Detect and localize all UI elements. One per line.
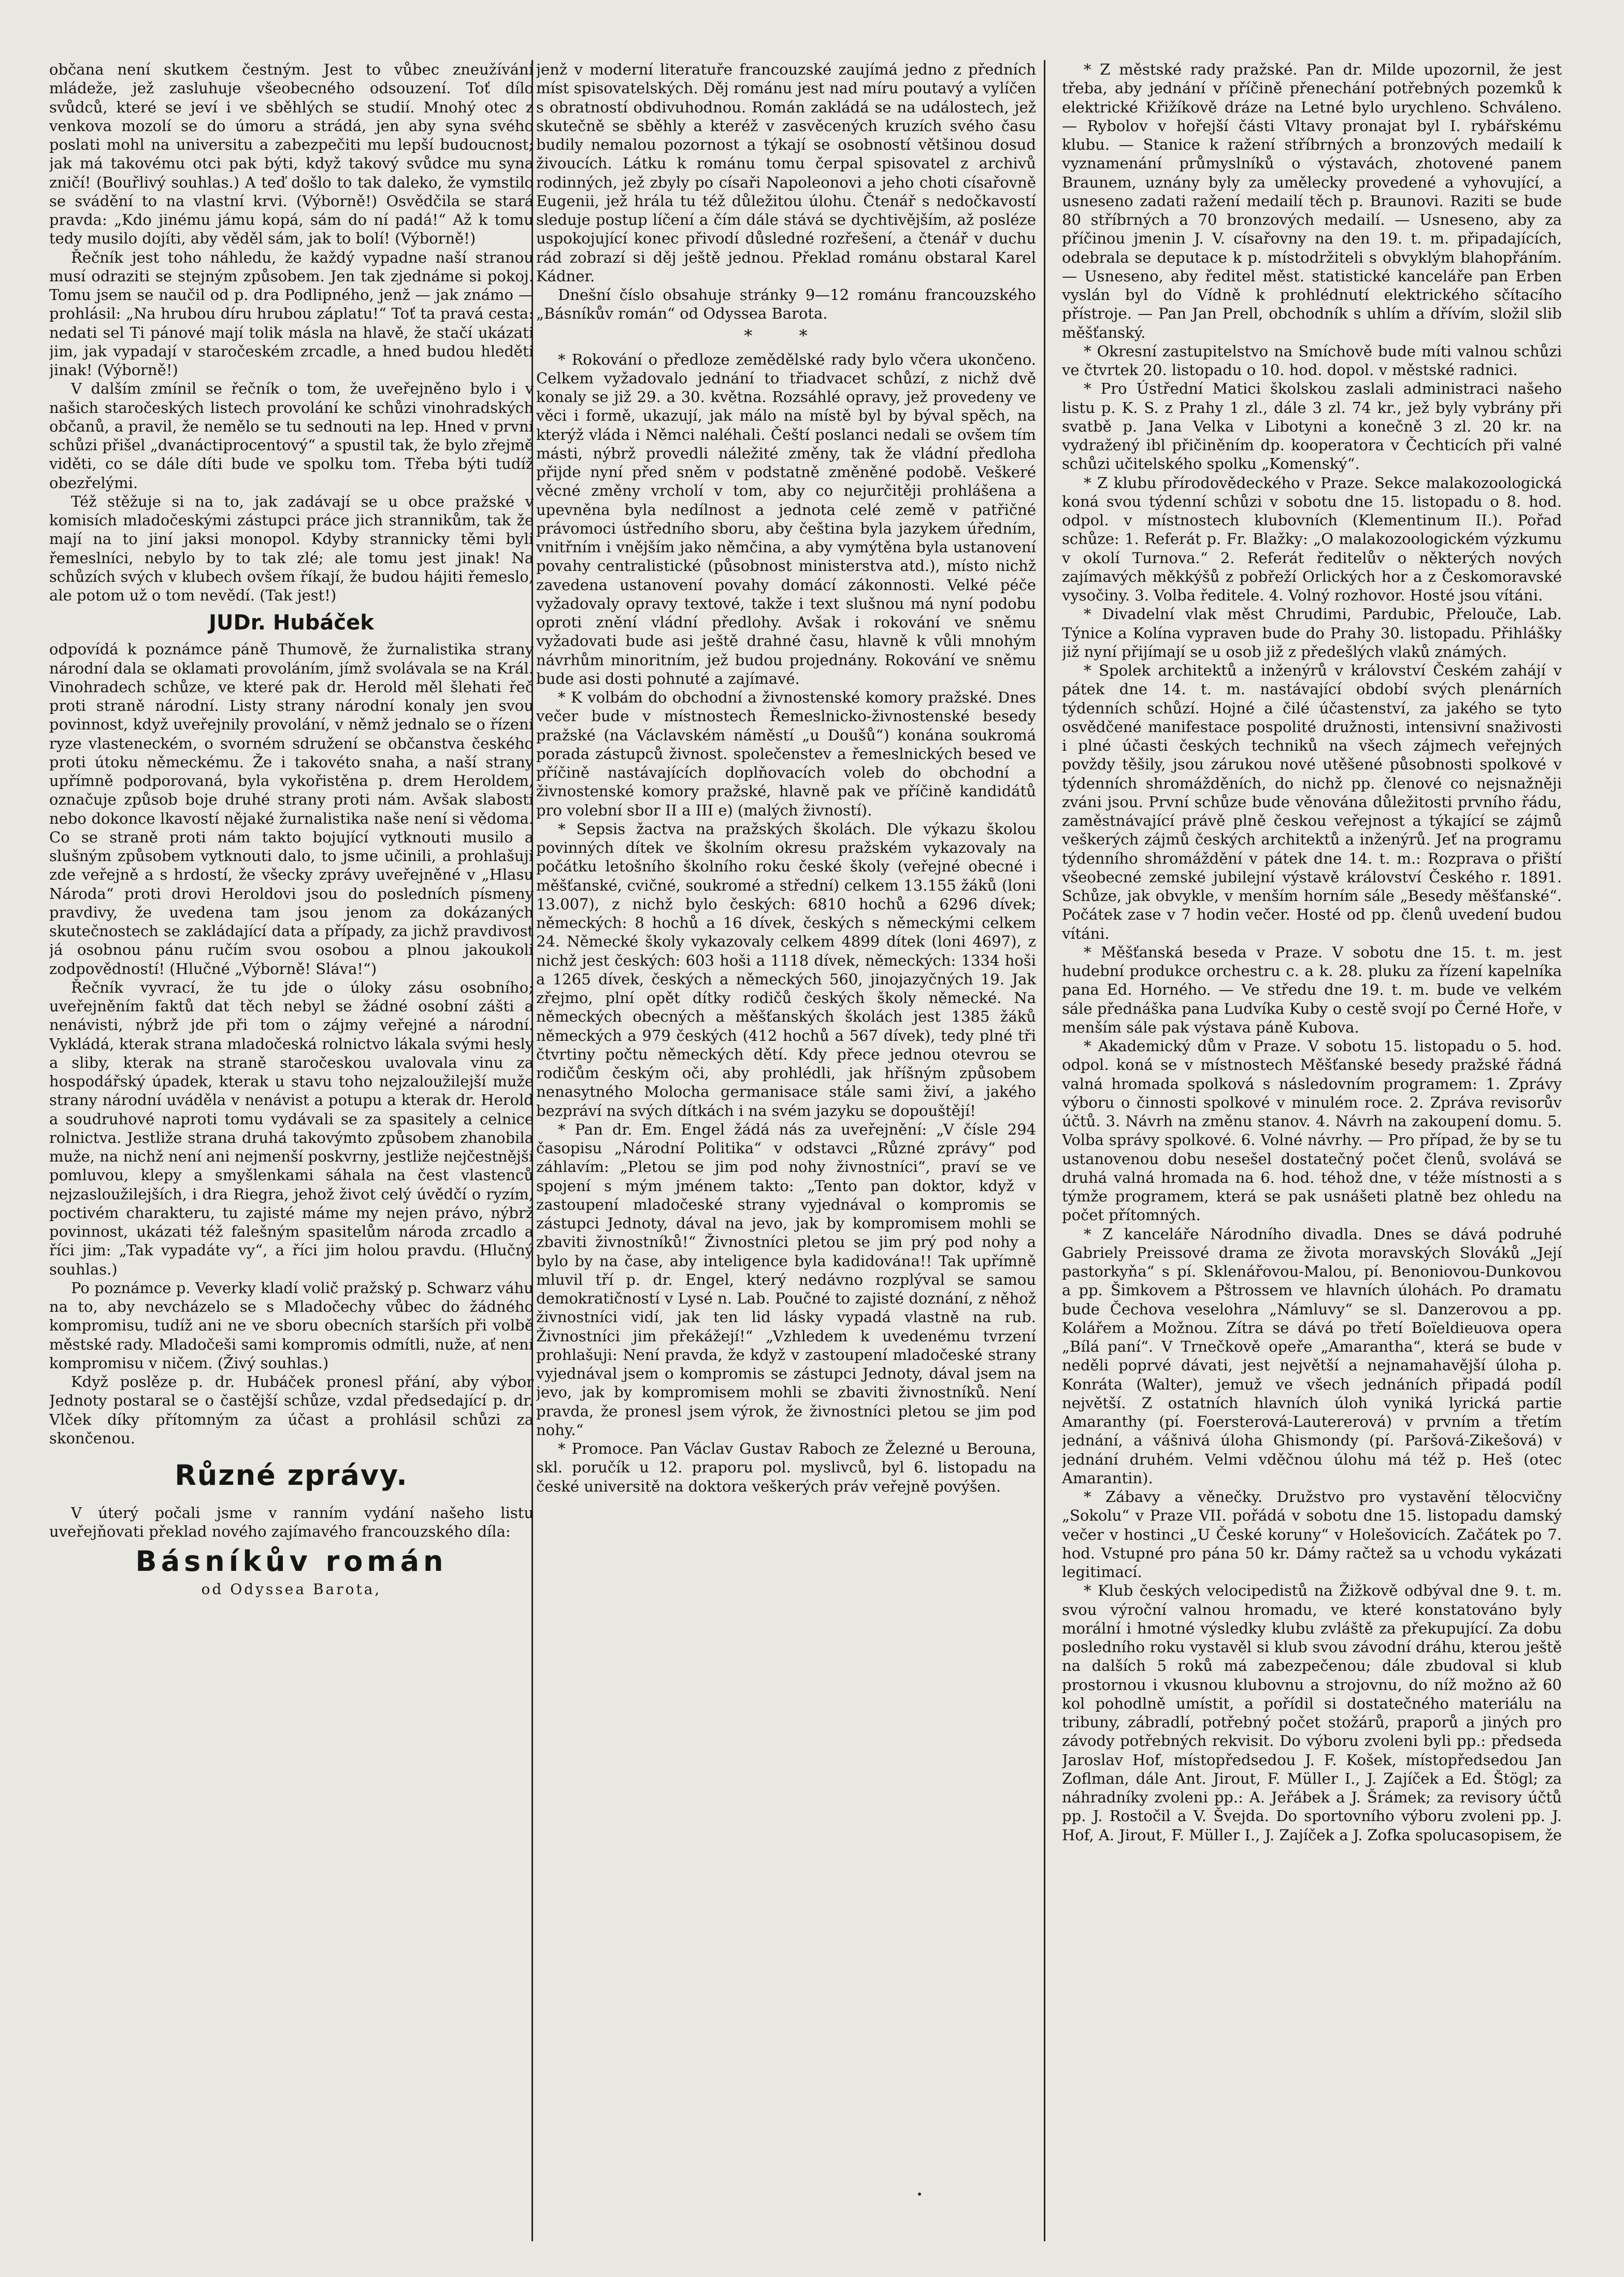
section-heading: Různé zprávy. [175,1459,408,1492]
paragraph: Dnešní číslo obsahuje stránky 9—12 románu francouzského „Básníkův román“ od Odyssea Barota. [536,286,1036,323]
news-item: * Divadelní vlak měst Chrudimi, Pardubic, Přelouče, Lab. Týnice a Kolína vypraven bude do Prahy 30. listopadu. Přihlášky již nyní přijímají se u osob již z předešlých vlaků známých. [1062,605,1562,661]
paragraph: Po poznámce p. Veverky kladí volič pražský p. Schwarz váhu na to, aby nevcházelo se s Mladočechy vůbec do žádného kompromisu, tudíž ani ne ve sboru obecních starších při volbě městské rady. Mladočeši sami kompromis odmítli, nuže, ať není kompromisu v ničem. (Živý souhlas.) [49,1279,534,1372]
column-middle [536,60,1036,2236]
paragraph: jenž v moderní literatuře francouzské zaujímá jedno z předních míst spisovatelských. Děj románu jest nad míru poutavý a vylíčen s obratností obdivuhodnou. Román zakládá se na událostech, jež skutečně se sběhly a kteréž v zasvěcených kruzích svého času budily nemalou pozornost a týkají se osobností většinou dosud živoucích. Látku k románu tomu čerpal spisovatel z archivů rodinných, jež zbyly po císaři Napoleonovi a jeho choti císařovně Eugenii, jež hrála tu též důležitou úlohu. Čtenář s nedočkavostí sleduje postup líčení a čím dále stává se dychtivějším, až posléze uspokojující konec přivodí důsledné rozřešení, a čtenář v duchu rád zobrazí si děj ještě jednou. Překlad románu obstaral Karel Kádner. [536,61,1036,285]
news-item: * Akademický dům v Praze. V sobotu 15. listopadu o 5. hod. odpol. koná se v místnostech Měšťanské besedy pražské řádná valná hromada spolková s následovním programem: 1. Zprávy výboru o činnosti spolkové v minulém roce. 2. Zpráva revisorův účtů. 3. Návrh na změnu stanov. 4. Návrh na zakoupení domu. 5. Volba správy spolkové. 6. Volné návrhy. — Pro případ, že by se tu ustanovenou dobu nesešel dostatečný počet členů, svolává se druhá valná hromada na 6. hod. téhož dne, v téže místnosti a s týmže programem, která se pak usnášeti platně bez ohledu na počet přítomných. [1062,1037,1562,1224]
paragraph: V úterý počali jsme v ranním vydání našeho listu uveřejňovati překlad nového zajímavého francouzského díla: [49,1503,534,1540]
news-item: * Z kanceláře Národního divadla. Dnes se dává podruhé Gabriely Preissové drama ze života moravských Slováků „Její pastorkyňa“ s pí. Sklenářovou-Malou, pí. Benoniovou-Dunkovou a pp. Šimkovem a Pštrossem ve hlavních úlohách. Po dramatu bude Čechova veselohra „Námluvy“ se sl. Danzerovou a pp. Kolářem a Možnou. Zítra se dává po třetí Boïeldieuova opera „Bílá paní“. V Trnečkově opeře „Amarantha“, která se bude v neděli poprvé dávati, jest největší a nejnamahavější úloha p. Konráta (Walter), jemuž ve všech jednáních připadá podíl největší. Z ostatních hlavních úloh vyniká lyrická partie Amaranthy (pí. Foersterová-Lautererová) v prvním a třetím jednání, a vášnivá úloha Ghismondy (pí. Paršová-Zikešová) v jednání druhém. Velmi vděčnou úlohu má též p. Heš (otec Amarantin). [1062,1225,1562,1487]
news-item: * Z městské rady pražské. Pan dr. Milde upozornil, že jest třeba, aby jednání v příčině přenechání potřebných pozemků k elektrické Křižíkově dráze na Letné bylo urychleno. Schváleno. — Rybolov v hořejší části Vltavy pronajat byl I. rybářskému klubu. — Stanice k ražení stříbrných a bronzových medailí k vyznamenání průmyslníků o výstavách, zhotovené panem Braunem, uznány byly za umělecky provedené a vyhovující, a usneseno zadati ražení medailí těch p. Braunovi. Raziti se bude 80 stříbrných a 70 bronzových medailí. — Usneseno, aby za příčinou jmenin J. V. císařovny na den 19. t. m. připadajících, odebrala se deputace k p. místodržiteli s obvyklým blahopřáním. — Usneseno, aby ředitel měst. statistické kanceláře pan Erben vyslán byl do Vídně k prohlédnutí elektrického sčítacího přístroje. — Pan Jan Prell, obchodník s uhlím a dřívím, složil slib měšťanský. [1062,61,1562,341]
paragraph: odpovídá k poznámce páně Thumově, že žurnalistika strany národní dala se oklamati provoláním, jímž svolávala se na Král. Vinohradech schůze, ve které pak dr. Herold měl šlehati řeč proti straně národní. Listy strany národní konaly jen svou povinnost, když uveřejnily provolání, v němž jednalo se o řízení ryze vlasteneckém, o svorném sdružení se občanstva českého proti útoku německému. Že i takovéto snaha, a naší strany upřímně podporovaná, byla vykořistěna p. drem Heroldem, označuje způsob boje druhé strany proti nám. Avšak slabostí nebo dokonce lkavostí nějaké žurnalistika naše není si vědoma. Co se straně proti nám takto bojující vytknouti musilo a slušným způsobem vytknouti dalo, to jsme učinili, a prohlašuji zde veřejně a s hrdostí, že všecky zprávy uveřejněné v „Hlasu Národa“ proti drovi Heroldovi jsou do posledních písmeny pravdivy, že uvedena tam jsou jenom za dokázaných skutečnostech se zakládající data a případy, za jichž pravdivost já osobnou pánu ručím svou osobou a plnou jakoukoli zodpovědností! (Hlučné „Výborně! Sláva!“) [49,640,534,978]
paragraph: Když poslěze p. dr. Hubáček pronesl přání, aby výbor Jednoty postaral se o častější schůze, vzdal předsedající p. dr. Vlček díky přítomným za účast a prohlásil schůzi za skončenou. [49,1373,534,1447]
section-heading: JUDr. Hubáček [209,611,374,635]
column-right [1062,60,1562,2236]
news-item: * Rokování o předloze zemědělské rady bylo včera ukončeno. Celkem vyžadovalo jednání to třiadvacet schůzí, z nichž dvě konaly se již 29. a 30. května. Rozsáhlé opravy, jež provedeny ve věci i formě, ukazují, jak málo na místě byl by býval spěch, na kterýž vláda i Němci naléhali. Čeští poslanci nedali se ovšem tím másti, nýbrž provedli náležité změny, tak že vládní předloha přijde nyní před sněm v podstatně změněné podobě. Veškeré věcné změny vrcholí v tom, aby co nejurčitěji prohlášena a upevněna byla nedílnost a jednota celé země v patřičné právomoci ústředního sboru, aby čeština byla jazykem úředním, vnitřním i vnějším jako němčina, a aby vymýtěna byla ustanovení povahy centralistické (působnost ministerstva atd.), místo nichž zavedena ustanovení povahy domácí zákonnosti. Velké péče vyžadovaly opravy textové, takže i text slušnou má nyní podobu oproti znění vládní předlohy. Avšak i rokování ve sněmu vyžadovati bude asi ještě drahné času, hlavně k vůli mnohým návrhům minoritním, jež budou projednány. Rokování ve sněmu bude asi dosti pohnuté a zajímavé. [536,350,1036,688]
news-item: * Pro Ústřední Matici školskou zaslali administraci našeho listu p. K. S. z Prahy 1 zl., dále 3 zl. 74 kr., jež byly vybrány při svatbě p. Jana Velka v Libotyni a konečně 3 zl. 20 kr. na vydražený ibl přičiněním dp. kooperatora v Čechticích při valné schůzi učitelského spolku „Komenský“. [1062,380,1562,473]
paragraph: Řečník jest toho náhledu, že každý vypadne naší stranou musí odraziti se stejným způsobem. Jen tak zjednáme si pokoj. Tomu jsem se naučil od p. dra Podlipného, jenž — jak známo — prohlásil: „Na hrubou díru hrubou záplatu!“ Toť ta pravá cesta: nedati sel Ti pánové mají tolik másla na hlavě, že stačí ukázati jim, jak vypadají v staročeském zrcadle, a hned budou hleděti jinak! (Výborně!) [49,248,534,379]
news-item: * Sepsis žactva na pražských školách. Dle výkazu školou povinných dítek ve školním okresu pražském vykazovaly na počátku letošního školního roku české školy (veřejné obecné i měšťanské, cvičné, soukromé a střední) celkem 13.155 žáků (loni 13.007), z nichž bylo českých: 6810 hochů a 6296 dívek; německých: 8 hochů a 16 dívek, českých s německými celkem 24. Německé školy vykazovaly celkem 4899 dítek (loni 4697), z nichž jest českých: 603 hoši a 1118 dívek, německých: 1334 hoši a 1265 dívek, českých a německých 560, jinojazyčných 19. Jak zřejmo, plní opět dítky rodičů českých školy německé. Na německých obecných a měšťanských školách jest 1385 žáků německých a 979 českých (412 hochů a 567 dívek), tedy plné tři čtvrtiny počtu německých dětí. Kdy přece jednou otevrou se rodičům českým oči, aby prohlédli, jak hříšným způsobem nenasytného Molocha germanisace stále sami živí, a jakého bezpráví na svých dítkách i na svém jazyku se dopouštějí! [536,820,1036,1120]
news-item: * Zábavy a věnečky. Družstvo pro vystavění tělocvičny „Sokolu“ v Praze VII. pořádá v sobotu dne 15. listopadu damský večer v hostinci „U České koruny“ v Holešovicích. Začátek po 7. hod. Vstupné pro pána 50 kr. Dámy račtež sa u vchodu vykázati legitimací. [1062,1488,1562,1581]
section-separator: * * [744,325,828,346]
news-item: * Promoce. Pan Václav Gustav Raboch ze Železné u Berouna, skl. poručík u 12. praporu pol. myslivců, byl 6. listopadu na české universitě na doktora veškerých práv veřejně povýšen. [536,1440,1036,1495]
news-item: * Měšťanská beseda v Praze. V sobotu dne 15. t. m. jest hudební produkce orchestru c. a k. 28. pluku za řízení kapelníka pana Ed. Horného. — Ve středu dne 19. t. m. bude ve velkém sále přednáška pana Ludvíka Kuby o cestě svojí po Černé Hoře, v menším sále pak výstava páně Kubova. [1062,943,1562,1036]
news-item: * K volbám do obchodní a živnostenské komory pražské. Dnes večer bude v místnostech Řemeslnicko-živnostenské besedy pražské (na Václavském náměstí „u Doušů“) konána soukromá porada zástupců živnost. společenstev a řemeslnických besed ve příčině nastávajících doplňovacích voleb do obchodní a živnostenské komory pražské, hlavně pak ve příčině kandidátů pro volební sbor II a III e) (malých živností). [536,689,1036,819]
news-item: * Okresní zastupitelstvo na Smíchově bude míti valnou schůzi ve čtvrtek 20. listopadu o 10. hod. dopol. v městské radnici. [1062,342,1562,379]
column-rule [1044,60,1045,2241]
news-item: * Spolek architektů a inženýrů v království Českém zahájí v pátek dne 14. t. m. nastávající období svých plenárních týdenních schůzí. Hojné a čilé účastenství, za jakého se tyto osvědčené manifestace pospolité družnosti, intensivní snaživosti i plné účasti českých techniků na všech zájmech veřejných povždy těšily, jsou zárukou nové utěšené působnosti spolkové v týdenních shromážděních, do nichž pp. členové co nejsnažněji zváni jsou. První schůze bude věnována důležitosti prvního řádu, zaměstnávající právě plně českou veřejnost a týkající se zájmů veškerých zájmů českých architektů a inženýrů. Jeť na programu týdenního shromáždění v pátek dne 14. t. m.: Rozprava o přiští všeobecné zemské jubilejní výstavě království Českého r. 1891. Schůze, jak obvykle, v menším horním sále „Besedy měšťanské“. Počátek zase v 7 hodin večer. Hosté od pp. členů uvedení budou vítáni. [1062,662,1562,942]
news-item: * Z klubu přírodovědeckého v Praze. Sekce malakozoologická koná svou týdenní schůzi v sobotu dne 15. listopadu o 8. hod. odpol. v místnostech klubovních (Klementinum II.). Pořad schůze: 1. Referát p. Fr. Blažky: „O malakozoologickém výzkumu v okolí Turnova.“ 2. Referát ředitelův o některých nových zajímavých měkkýšů z pobřeží Orlických hor a z Českomoravské vysočiny. 3. Volba ředitele. 4. Volný rozhovor. Hosté jsou vítáni. [1062,474,1562,604]
news-item: * Pan dr. Em. Engel žádá nás za uveřejnění: „V čísle 294 časopisu „Národní Politika“ v odstavci „Různé zprávy“ pod záhlavím: „Pletou se jim pod nohy živnostníci“, praví se ve spojení s mým jménem takto: „Tento pan doktor, když v zastoupení mladočeské strany vyjednával o kompromis se zástupci Jednoty, dával na jevo, jak by kompromisem mohli se zbaviti živnostníků!“ Živnostníci pletou se jim prý pod nohy a bylo by na čase, aby inteligence byla kadidována!! Tak upřímně mluvil tří p. dr. Engel, který nedávno rozplýval se samou demokratičností v Lysé n. Lab. Poučné to zajisté doznání, z něhož živnostníci vidí, jak ten lid lásky vypadá vlastně na rub. Živnostníci jim překážejí!“ „Vzhledem k uvedenému tvrzení prohlašuji: Není pravda, že když v zastoupení mladočeské strany vyjednával jsem o kompromis se zástupci Jednoty, dával jsem na jevo, jak by kompromisem mohli se zbaviti živnostníků. Není pravda, že pronesl jsem výrok, že živnostníci pletou se jim pod nohy.“ [536,1120,1036,1439]
column-left [49,60,534,2236]
paragraph: Též stěžuje si na to, jak zadávají se u obce pražské v komisích mladočeskými zástupci práce jich strannikům, tak že mají na to jiní jaksi monopol. Kdyby strannicky těmi byli řemeslníci, nebylo by to tak zlé; ale tomu jest jinak! Na schůzích svých v klubech ovšem říkají, že budou hájiti řemeslo, ale potom už o tom nevědí. (Tak jest!) [49,492,534,604]
paragraph: V dalším zmínil se řečník o tom, že uveřejněno bylo i v našich staročeských listech provolání ke schůzi vinohradských občanů, a pravil, že nemělo se tu sednouti na lep. Hned v první schůzi přišel „dvanáctiprocentový“ a spustil tak, že bylo zřejmě viděti, co se dále díti bude ve spolku tom. Třeba býti tudíž obezřelými. [49,380,534,492]
news-item: * Klub českých velocipedistů na Žižkově odbýval dne 9. t. m. svou výroční valnou hromadu, ve které konstatováno byly morální i hmotné výsledky klubu zvláště za překupující. Za dobu posledního roku vystavěl si klub svou závodní dráhu, kterou ještě na dalších 5 roků má zabezpečenou; dále zbudoval si klub prostornou i vkusnou klubovnu a strojovnu, do níž možno až 60 kol pohodlně umístit, a pořídil si dostatečného materiálu na tribuny, zábradlí, potřebný počet stožárů, praporů a jiných pro závody potřebných rekvisit. Do výboru zvoleni byli pp.: předseda Jaroslav Hof, místopředsedou J. F. Košek, místopředsedou Jan Zoflman, dále Ant. Jirout, F. Müller I., J. Zajíček a Ed. Štögl; za náhradníky zvoleni pp.: A. Jeřábek a J. Šrámek; za revisory účtů pp. J. Rostočil a V. Švejda. Do sportovního výboru zvoleni pp. J. Hof, A. Jirout, F. Müller I., J. Zajíček a J. Zofka spolucasopisem, že [1062,1582,1562,1844]
serial-title: Básníkův román [135,1545,448,1578]
paragraph: občana není skutkem čestným. Jest to vůbec zneužívání mládeže, jež zasluhuje všeobecného odsouzení. Toť dílo svůdců, které se jeví i ve sběhlých se studií. Mnohý otec z venkova mozolí se do úmoru a strádá, jen aby syna svého poslati mohl na universitu a zabezpečiti mu lepší budoucnost; jak má takovému otci pak býti, když takový svůdce mu syna zničí! (Bouřlivý souhlas.) A teď došlo to tak daleko, že vymstilo se svádění to na vlastní krvi. (Výborně!) Osvědčila se stará pravda: „Kdo jinému jámu kopá, sám do ní padá!“ Až k tomu tedy musilo dojíti, aby věděl sám, jak to bolí! (Výborně!) [49,61,534,248]
serial-author: od Odyssea Barota, [201,1580,382,1598]
ink-dot [918,2193,921,2196]
paragraph: Řečník vyvrací, že tu jde o úloky zásu osobního; uveřejněním faktů dat těch nebyl se žádné osobní zášti a nenávisti, nýbrž jde při tom o zájmy veřejné a národní. Vykládá, kterak strana mladočeská rolnictvo lákala svými hesly a sliby, kterak na straně staročeskou uvalovala vinu za hospodářský úpadek, kterak u stavu toho nejzaloužilejší muže strany národní uváděla v nenávist a potupu a kterak dr. Herold a soudruhové naproti tomu vydávali se za spasitely a celnice rolnictva. Jestliže strana druhá takovýmto způsobem zhanobila muže, na nichž není ani nejmenší poskvrny, jestliže nejčestnější pomluvou, klepy a smyšlenkami sáhala na čest vlastenců nejzasloužilejších, i dra Riegra, jehož život celý úvědčí o ryzím, poctivém charakteru, tu zajisté máme my nejen právo, nýbrž povinnost, ukázati též falešným spasitelům národa zrcadlo a říci jim: „Tak vypadáte vy“, a říci jim holou pravdu. (Hlučný souhlas.) [49,978,534,1278]
